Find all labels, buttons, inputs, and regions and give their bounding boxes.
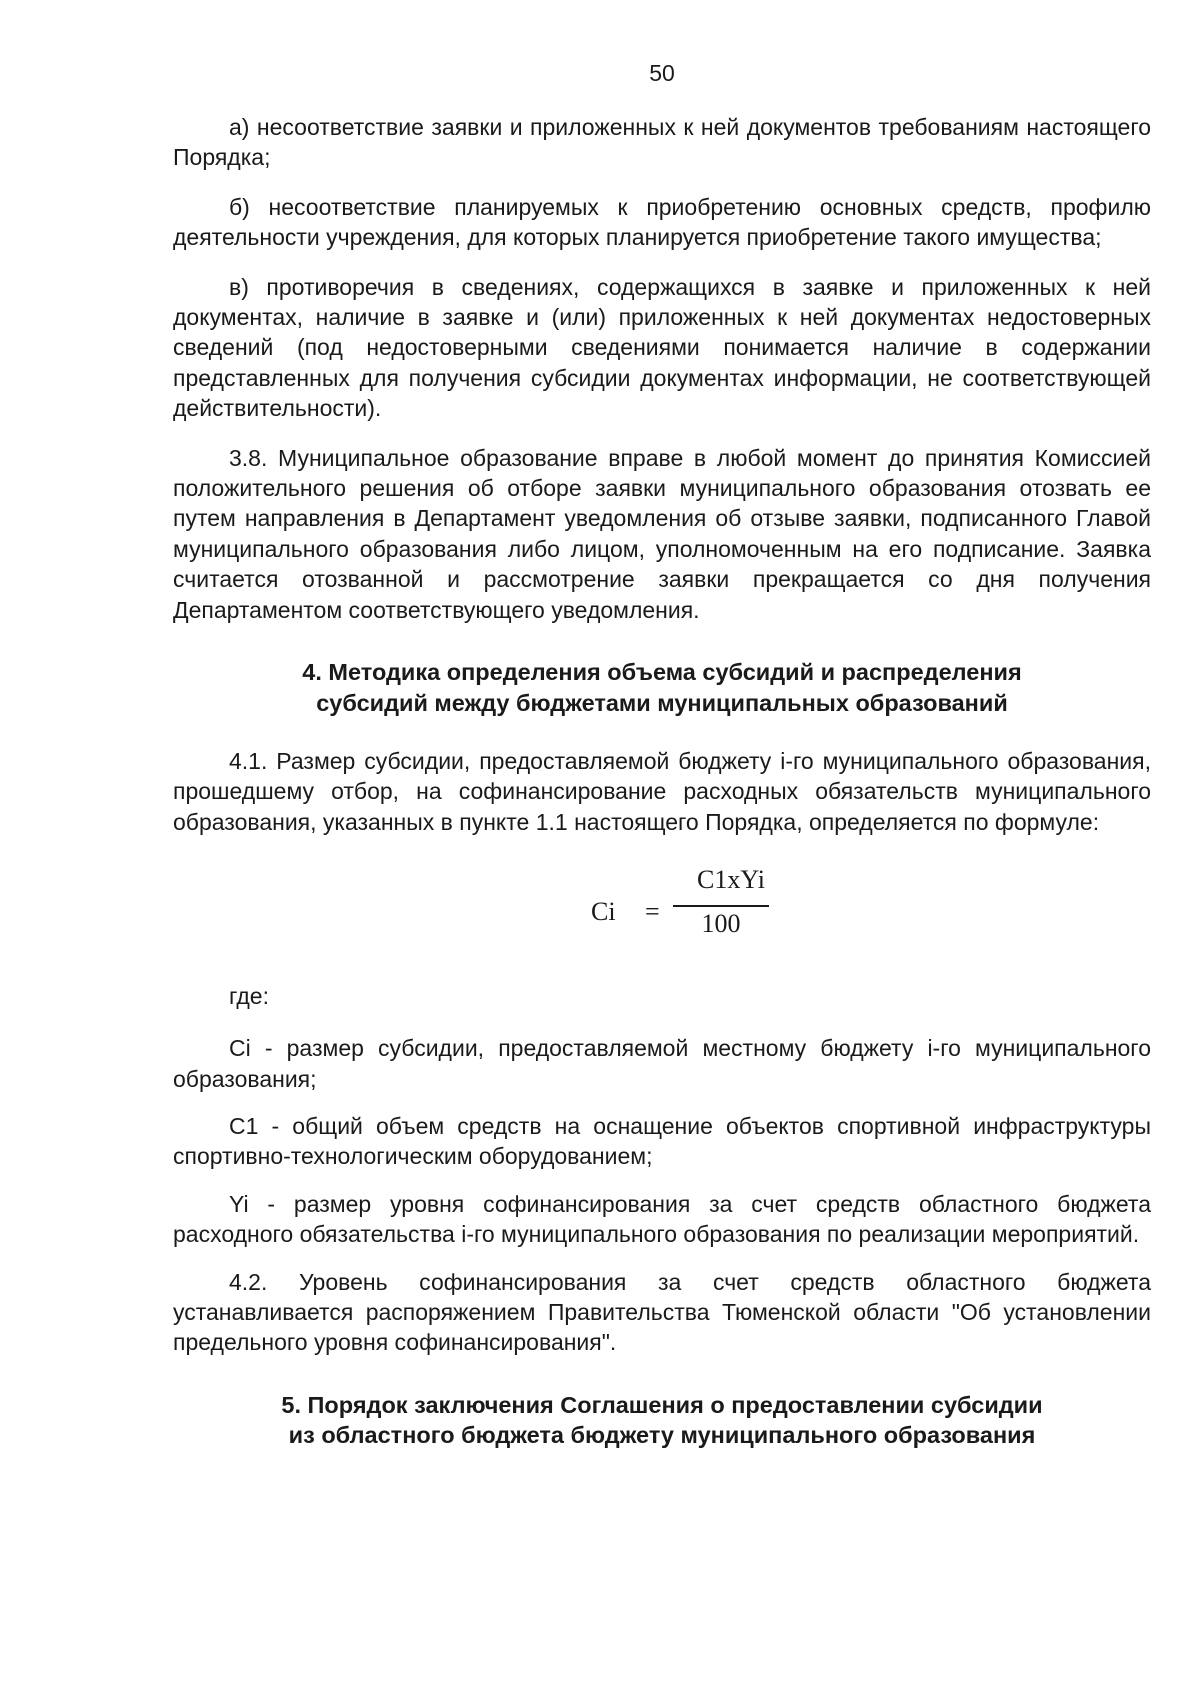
paragraph-3-8: 3.8. Муниципальное образование вправе в любой момент до принятия Комиссией положительного решения об отборе заявки муниципального образования отозвать ее путем направления в Департамент уведомления об отзыве заявки, подписанного Главой муниципального образования либо лицом, уполномоченным на его подписание. Заявка считается отозванной и рассмотрение заявки прекращается со дня получения Департаментом соответствующего уведомления. xyxy=(173,444,1151,623)
definition-ci: Ci - размер субсидии, предоставляемой местному бюджету i-го муниципального образования; xyxy=(173,1035,1151,1092)
formula-fraction-bar xyxy=(673,905,769,907)
definition-yi: Yi - размер уровня софинансирования за счет средств областного бюджета расходного обязательства i-го муниципального образования по реализации мероприятий. xyxy=(173,1190,1151,1248)
paragraph-4-2: 4.2. Уровень софинансирования за счет средств областного бюджета устанавливается распоряжением Правительства Тюменской области "Об установлении предельного уровня софинансирования". xyxy=(173,1268,1151,1356)
section-5-heading-line-2: из областного бюджета бюджету муниципального образования xyxy=(288,1422,1036,1449)
definition-c1: C1 - общий объем средств на оснащение объектов спортивной инфраструктуры спортивно-технологическим оборудованием; xyxy=(173,1112,1151,1170)
section-5-heading xyxy=(173,1390,1151,1451)
formula-equals-sign: = xyxy=(645,897,660,927)
formula-denominator: 100 xyxy=(701,909,741,939)
formula-numerator: C1xYi xyxy=(697,865,765,895)
where-label: где: xyxy=(229,983,269,1010)
section-4-heading-line-1: 4. Методика определения объема субсидий и распределения xyxy=(302,659,1022,686)
document-body xyxy=(173,112,1151,1479)
paragraph-4-1: 4.1. Размер субсидии, предоставляемой бюджету i-го муниципального образования, прошедшему отбор, на софинансирование расходных обязательств муниципального образования, указанных в пункте 1.1 настоящего Порядка, определяется по формуле: xyxy=(173,747,1151,835)
section-4-heading-line-2: субсидий между бюджетами муниципальных образований xyxy=(316,689,1008,716)
paragraph-v: в) противоречия в сведениях, содержащихся в заявке и приложенных к ней документах, наличие в заявке и (или) приложенных к ней документах недостоверных сведений (под недостоверными сведениями понимается наличие в содержании представленных для получения субсидии документах информации, не соответствующей действительности). xyxy=(173,273,1151,422)
page-number: 50 xyxy=(649,60,675,86)
subsidy-formula xyxy=(173,865,1151,965)
paragraph-b: б) несоответствие планируемых к приобретению основных средств, профилю деятельности учреждения, для которых планируется приобретение такого имущества; xyxy=(173,193,1151,251)
section-4-heading xyxy=(173,657,1151,718)
formula-lhs: Ci xyxy=(591,897,616,927)
section-5-heading-line-1: 5. Порядок заключения Соглашения о предоставлении субсидии xyxy=(281,1391,1043,1418)
paragraph-a: а) несоответствие заявки и приложенных к ней документов требованиям настоящего Порядка; xyxy=(173,114,1151,171)
